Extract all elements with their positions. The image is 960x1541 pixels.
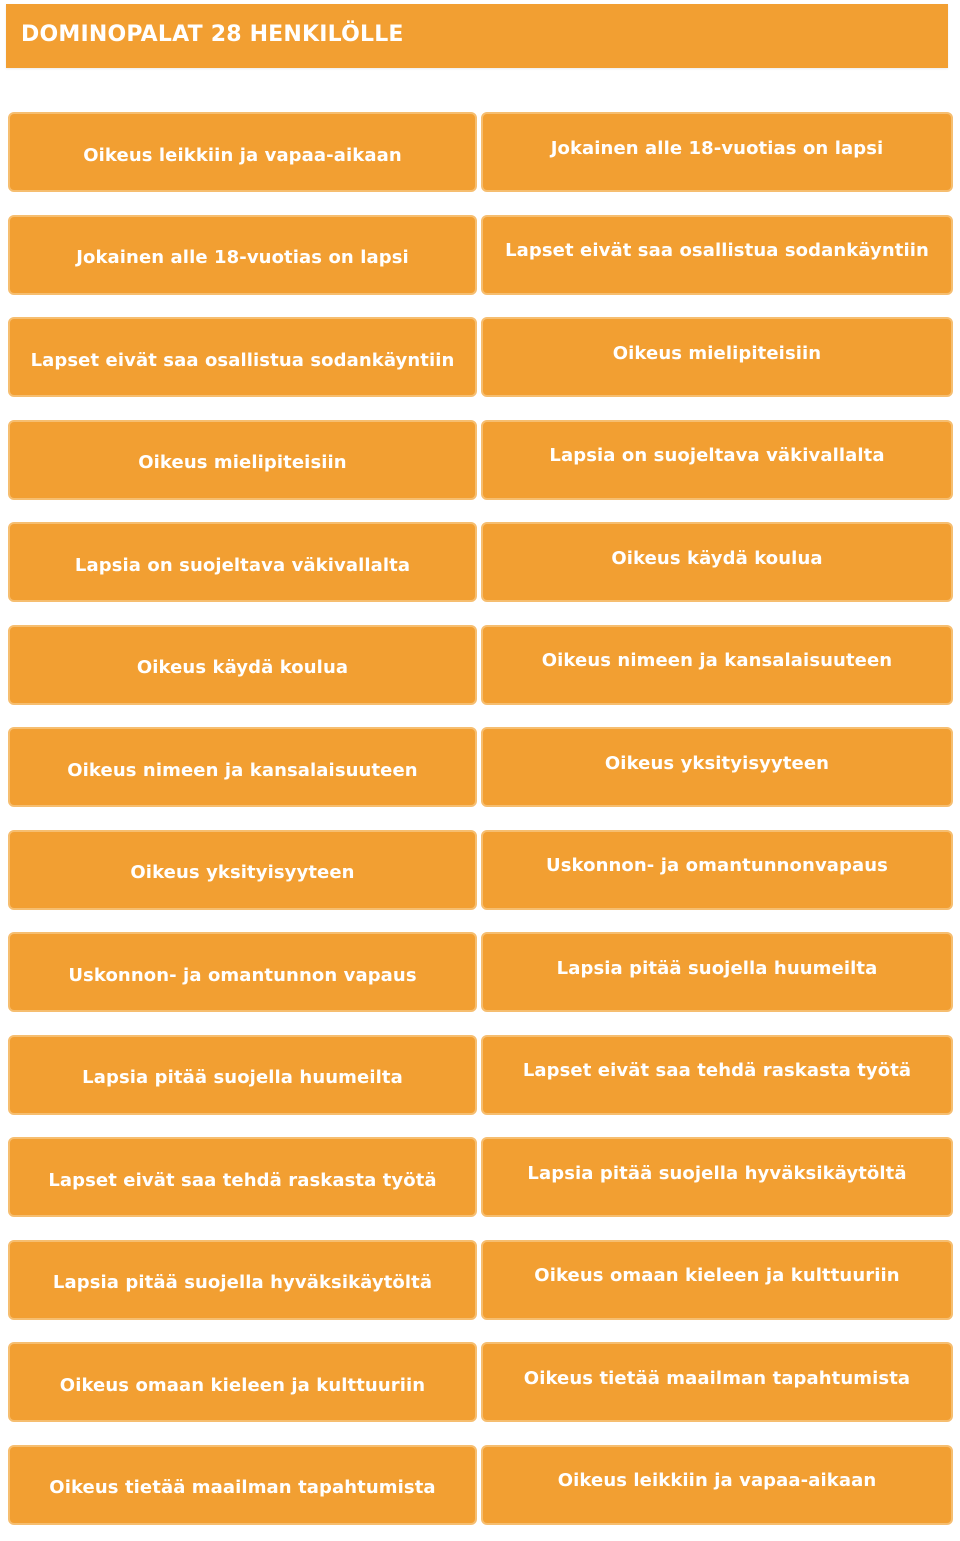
domino-tile-label: Lapset eivät saa tehdä raskasta työtä [48, 1169, 437, 1191]
domino-tile-label: Jokainen alle 18-vuotias on lapsi [550, 137, 884, 159]
domino-tile-4-right [481, 420, 953, 500]
domino-tile-11-left [8, 1137, 477, 1217]
domino-tile-label: Oikeus nimeen ja kansalaisuuteen [67, 759, 418, 781]
domino-tile-7-left [8, 727, 477, 807]
page-header [6, 4, 948, 68]
domino-tile-9-right [481, 932, 953, 1012]
domino-tile-7-right [481, 727, 953, 807]
domino-tile-label: Uskonnon- ja omantunnon vapaus [68, 964, 417, 986]
domino-tile-5-left [8, 522, 477, 602]
domino-tile-label: Lapsia pitää suojella huumeilta [556, 957, 878, 979]
domino-tile-1-left [8, 112, 477, 192]
domino-tile-label: Oikeus omaan kieleen ja kulttuuriin [534, 1265, 900, 1286]
domino-tile-10-left [8, 1035, 477, 1115]
domino-tile-9-left [8, 932, 477, 1012]
domino-tile-2-right [481, 215, 953, 295]
domino-tile-12-left [8, 1240, 477, 1320]
domino-tile-10-right [481, 1035, 953, 1115]
domino-tile-label: Oikeus nimeen ja kansalaisuuteen [541, 650, 893, 671]
domino-tile-label: Oikeus yksityisyyteen [604, 752, 830, 774]
domino-tile-label: Lapset eivät saa tehdä raskasta työtä [522, 1060, 912, 1081]
domino-tile-3-left [8, 317, 477, 397]
domino-tile-1-right [481, 112, 953, 192]
domino-tile-label: Lapsia on suojeltava väkivallalta [549, 445, 885, 466]
domino-tile-6-right [481, 625, 953, 705]
domino-tile-label: Oikeus yksityisyyteen [130, 862, 355, 883]
domino-tile-label: Oikeus tietää maailman tapahtumista [49, 1477, 436, 1498]
domino-tile-label: Lapsia pitää suojella hyväksikäytöltä [52, 1272, 433, 1293]
domino-tile-14-right [481, 1445, 953, 1525]
domino-tile-label: Uskonnon- ja omantunnonvapaus [546, 855, 888, 876]
domino-tile-label: Oikeus tietää maailman tapahtumista [523, 1367, 911, 1389]
domino-grid [8, 112, 953, 1525]
domino-tile-label: Oikeus leikkiin ja vapaa-aikaan [557, 1470, 877, 1491]
domino-tile-8-left [8, 830, 477, 910]
domino-tile-14-left [8, 1445, 477, 1525]
page-title: DOMINOPALAT 28 HENKILÖLLE [21, 22, 404, 47]
domino-tile-5-right [481, 522, 953, 602]
domino-tile-13-right [481, 1342, 953, 1422]
domino-tile-label: Oikeus mielipiteisiin [138, 452, 347, 473]
domino-tile-6-left [8, 625, 477, 705]
domino-tile-label: Oikeus käydä koulua [611, 547, 823, 569]
domino-tile-label: Lapsia pitää suojella huumeilta [82, 1067, 403, 1088]
domino-tile-label: Lapset eivät saa osallistua sodankäyntiin [505, 240, 929, 261]
domino-tile-label: Jokainen alle 18-vuotias on lapsi [76, 247, 409, 268]
domino-tile-2-left [8, 215, 477, 295]
domino-tile-label: Oikeus leikkiin ja vapaa-aikaan [83, 144, 402, 166]
domino-tile-13-left [8, 1342, 477, 1422]
domino-tile-label: Lapsia on suojeltava väkivallalta [74, 554, 411, 576]
domino-tile-label: Oikeus omaan kieleen ja kulttuuriin [59, 1374, 426, 1396]
domino-tile-4-left [8, 420, 477, 500]
domino-tile-label: Oikeus käydä koulua [136, 657, 349, 678]
domino-tile-11-right [481, 1137, 953, 1217]
domino-tile-label: Lapset eivät saa osallistua sodankäyntiin [30, 349, 455, 371]
domino-tile-8-right [481, 830, 953, 910]
domino-tile-12-right [481, 1240, 953, 1320]
domino-tile-label: Lapsia pitää suojella hyväksikäytöltä [527, 1162, 907, 1184]
domino-tile-label: Oikeus mielipiteisiin [612, 342, 822, 364]
domino-tile-3-right [481, 317, 953, 397]
